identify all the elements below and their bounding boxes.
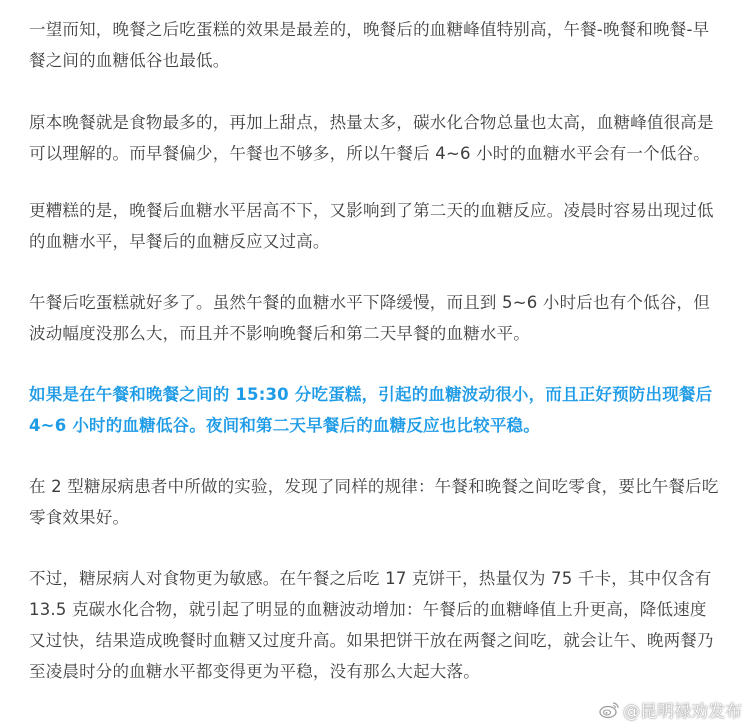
weibo-icon <box>599 701 619 719</box>
paragraph-dinner-cake-worst: 一望而知，晚餐之后吃蛋糕的效果是最差的，晚餐后的血糖峰值特别高，午餐-晚餐和晚餐-早餐之间的血糖低谷也最低。 <box>29 20 710 70</box>
watermark <box>599 697 742 722</box>
paragraph-diabetes-sensitivity: 不过，糖尿病人对食物更为敏感。在午餐之后吃 17 克饼干，热量仅为 75 千卡，其中仅含有 13.5 克碳水化合物，就引起了明显的血糖波动增加：午餐后的血糖峰值上升更高，降低速度又过快，结果造成晚餐时血糖又过度升高。如果把饼干放在两餐之间吃，就会让午、晚两餐乃至凌晨时分的血糖水平都变得更为平稳，没有那么大起大落。 <box>29 569 714 681</box>
paragraph-after-lunch-cake: 午餐后吃蛋糕就好多了。虽然午餐的血糖水平下降缓慢，而且到 5~6 小时后也有个低谷，但波动幅度没那么大，而且并不影响晚餐后和第二天早餐的血糖水平。 <box>29 293 710 343</box>
article-body <box>29 14 719 717</box>
watermark-text: @昆明禄劝发布 <box>623 702 742 722</box>
paragraph-type2-diabetes-experiment: 在 2 型糖尿病患者中所做的实验，发现了同样的规律：午餐和晚餐之间吃零食，要比午餐后吃零食效果好。 <box>29 477 719 527</box>
paragraph-dinner-explanation: 原本晚餐就是食物最多的，再加上甜点，热量太多，碳水化合物总量也太高，血糖峰值很高是可以理解的。而早餐偏少，午餐也不够多，所以午餐后 4~6 小时的血糖水平会有一个低谷。 <box>29 113 714 163</box>
paragraph-next-day-effect: 更糟糕的是，晚餐后血糖水平居高不下，又影响到了第二天的血糖反应。凌晨时容易出现过低的血糖水平，早餐后的血糖反应又过高。 <box>29 201 714 251</box>
paragraph-highlight-afternoon-snack: 如果是在午餐和晚餐之间的 15:30 分吃蛋糕，引起的血糖波动很小，而且正好预防出现餐后 4~6 小时的血糖低谷。夜间和第二天早餐后的血糖反应也比较平稳。 <box>29 385 713 435</box>
